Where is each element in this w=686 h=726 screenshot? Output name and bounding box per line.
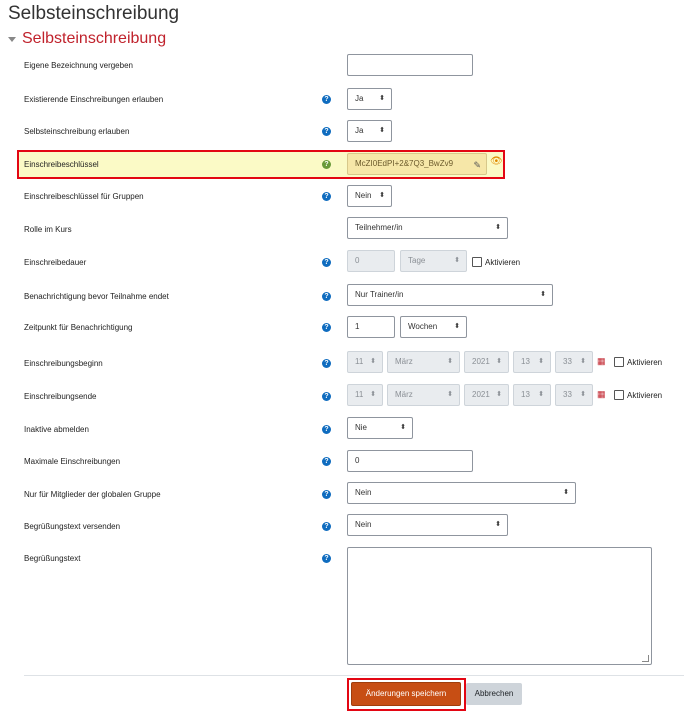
chevron-updown-icon: ⬍ [495, 521, 501, 528]
chevron-updown-icon: ⬍ [454, 323, 460, 330]
key-value: McZI0EdPI+2&7Q3_BwZv9 [355, 159, 454, 168]
chevron-updown-icon: ⬍ [370, 391, 376, 398]
notify-select[interactable] [347, 284, 553, 306]
welcome-send-value: Nein [355, 520, 372, 529]
end-enable-label: Aktivieren [627, 390, 663, 400]
chevron-updown-icon: ⬍ [400, 424, 406, 431]
checkbox-box[interactable] [472, 257, 482, 267]
duration-enable-checkbox[interactable] [472, 257, 520, 267]
chevron-updown-icon: ⬍ [454, 257, 460, 264]
end-minute-select[interactable] [555, 384, 593, 406]
cohort-select[interactable] [347, 482, 576, 504]
group-key-value: Nein [355, 191, 372, 200]
page-title: Selbsteinschreibung [8, 3, 180, 24]
start-enable-label: Aktivieren [627, 357, 663, 367]
resize-grip-icon[interactable] [642, 655, 649, 662]
start-enable-checkbox[interactable] [614, 357, 662, 367]
cohort-label: Nur für Mitglieder der globalen Gruppe [24, 490, 161, 499]
end-day-select[interactable] [347, 384, 383, 406]
checkbox-box[interactable] [614, 357, 624, 367]
chevron-updown-icon: ⬍ [496, 358, 502, 365]
chevron-updown-icon: ⬍ [379, 192, 385, 199]
section-title: Selbsteinschreibung [22, 30, 167, 47]
group-key-label: Einschreibeschlüssel für Gruppen [24, 192, 144, 201]
end-year-select[interactable] [464, 384, 509, 406]
existing-help-icon[interactable]: ? [322, 95, 331, 104]
start-help-icon[interactable]: ? [322, 359, 331, 368]
start-hour-value: 13 [521, 357, 530, 366]
welcome-text-help-icon[interactable]: ? [322, 554, 331, 563]
eye-icon[interactable]: 👁 [490, 156, 503, 167]
max-label: Maximale Einschreibungen [24, 457, 121, 466]
start-minute-select[interactable] [555, 351, 593, 373]
key-help-icon[interactable]: ? [322, 160, 331, 169]
duration-label: Einschreibedauer [24, 258, 87, 267]
start-label: Einschreibungsbeginn [24, 359, 103, 368]
calendar-icon[interactable]: ▦ [597, 356, 606, 366]
existing-value: Ja [355, 94, 364, 103]
save-button[interactable]: Änderungen speichern [351, 682, 461, 706]
chevron-updown-icon: ⬍ [379, 95, 385, 102]
key-label: Einschreibeschlüssel [24, 160, 99, 169]
name-input[interactable] [347, 54, 473, 76]
chevron-updown-icon: ⬍ [540, 291, 546, 298]
welcome-send-help-icon[interactable]: ? [322, 522, 331, 531]
chevron-updown-icon: ⬍ [379, 127, 385, 134]
cohort-value: Nein [355, 488, 372, 497]
chevron-updown-icon: ⬍ [370, 358, 376, 365]
end-hour-select[interactable] [513, 384, 551, 406]
section-header[interactable] [8, 30, 166, 48]
inactive-select[interactable] [347, 417, 413, 439]
notify-time-unit-select[interactable] [400, 316, 467, 338]
chevron-updown-icon: ⬍ [580, 391, 586, 398]
allow-select[interactable] [347, 120, 392, 142]
group-key-select[interactable] [347, 185, 392, 207]
end-hour-value: 13 [521, 390, 530, 399]
welcome-send-label: Begrüßungstext versenden [24, 522, 121, 531]
notify-time-help-icon[interactable]: ? [322, 323, 331, 332]
inactive-value: Nie [355, 423, 368, 432]
welcome-send-select[interactable] [347, 514, 508, 536]
start-month-select[interactable] [387, 351, 460, 373]
max-help-icon[interactable]: ? [322, 457, 331, 466]
duration-unit-value: Tage [408, 256, 426, 265]
duration-enable-label: Aktivieren [485, 257, 521, 267]
allow-value: Ja [355, 126, 364, 135]
notify-time-input[interactable]: 1 [347, 316, 395, 338]
chevron-updown-icon: ⬍ [447, 391, 453, 398]
end-day-value: 11 [355, 390, 364, 399]
end-year-value: 2021 [472, 390, 490, 399]
chevron-updown-icon: ⬍ [580, 358, 586, 365]
role-value: Teilnehmer/in [355, 223, 403, 232]
end-help-icon[interactable]: ? [322, 392, 331, 401]
cancel-button[interactable]: Abbrechen [466, 683, 522, 705]
end-minute-value: 33 [563, 390, 572, 399]
role-select[interactable] [347, 217, 508, 239]
key-input[interactable] [347, 153, 487, 175]
notify-time-unit-value: Wochen [408, 322, 438, 331]
chevron-updown-icon: ⬍ [538, 391, 544, 398]
existing-select[interactable] [347, 88, 392, 110]
existing-label: Existierende Einschreibungen erlauben [24, 95, 164, 104]
chevron-updown-icon: ⬍ [563, 489, 569, 496]
form-divider [24, 675, 684, 676]
notify-help-icon[interactable]: ? [322, 292, 331, 301]
role-label: Rolle im Kurs [24, 225, 72, 234]
group-key-help-icon[interactable]: ? [322, 192, 331, 201]
end-enable-checkbox[interactable] [614, 390, 662, 400]
chevron-updown-icon: ⬍ [538, 358, 544, 365]
pencil-icon[interactable]: ✎ [473, 160, 481, 170]
end-month-select[interactable] [387, 384, 460, 406]
start-year-select[interactable] [464, 351, 509, 373]
inactive-label: Inaktive abmelden [24, 425, 89, 434]
end-month-value: März [395, 390, 413, 399]
allow-label: Selbsteinschreibung erlauben [24, 127, 130, 136]
notify-label: Benachrichtigung bevor Teilnahme endet [24, 292, 169, 301]
cohort-help-icon[interactable]: ? [322, 490, 331, 499]
welcome-textarea[interactable] [347, 547, 652, 665]
calendar-icon[interactable]: ▦ [597, 389, 606, 399]
chevron-updown-icon: ⬍ [447, 358, 453, 365]
start-minute-value: 33 [563, 357, 572, 366]
name-label: Eigene Bezeichnung vergeben [24, 61, 133, 70]
start-day-value: 11 [355, 357, 364, 366]
chevron-updown-icon: ⬍ [496, 391, 502, 398]
start-hour-select[interactable] [513, 351, 551, 373]
allow-help-icon[interactable]: ? [322, 127, 331, 136]
notify-value: Nur Trainer/in [355, 290, 404, 299]
start-year-value: 2021 [472, 357, 490, 366]
inactive-help-icon[interactable]: ? [322, 425, 331, 434]
end-label: Einschreibungsende [24, 392, 97, 401]
collapse-caret-icon[interactable] [8, 37, 16, 42]
notify-time-label: Zeitpunkt für Benachrichtigung [24, 323, 133, 332]
duration-help-icon[interactable]: ? [322, 258, 331, 267]
max-input[interactable]: 0 [347, 450, 473, 472]
duration-input[interactable]: 0 [347, 250, 395, 272]
checkbox-box[interactable] [614, 390, 624, 400]
start-month-value: März [395, 357, 413, 366]
duration-unit-select[interactable] [400, 250, 467, 272]
start-day-select[interactable] [347, 351, 383, 373]
chevron-updown-icon: ⬍ [495, 224, 501, 231]
welcome-text-label: Begrüßungstext [24, 554, 81, 563]
